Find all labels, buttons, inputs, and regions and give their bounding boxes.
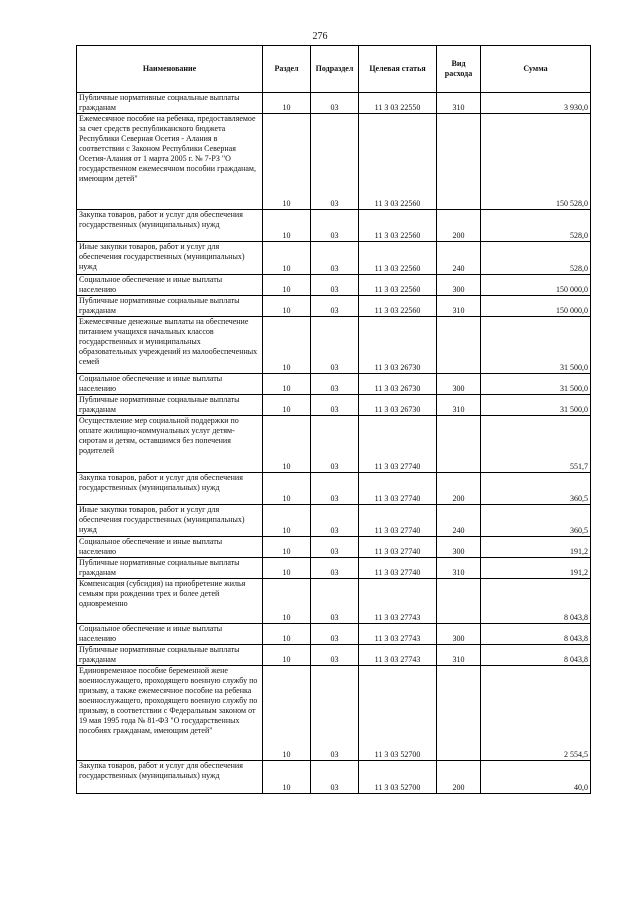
- column-header-name: Наименование: [77, 46, 263, 93]
- cell-sum: 31 500,0: [481, 374, 591, 395]
- cell-name: Публичные нормативные социальные выплаты гражданам: [77, 93, 263, 114]
- cell-sum: 150 528,0: [481, 114, 591, 210]
- cell-sum: 31 500,0: [481, 395, 591, 416]
- cell-sum: 551,7: [481, 416, 591, 473]
- cell-target: 11 3 03 22560: [359, 114, 437, 210]
- cell-vid: 310: [437, 395, 481, 416]
- column-header-sum: Сумма: [481, 46, 591, 93]
- cell-name: Социальное обеспечение и иные выплаты населению: [77, 537, 263, 558]
- cell-sum: 150 000,0: [481, 296, 591, 317]
- cell-razdel: 10: [263, 505, 311, 537]
- cell-podrazdel: 03: [311, 505, 359, 537]
- cell-razdel: 10: [263, 558, 311, 579]
- cell-vid: 300: [437, 624, 481, 645]
- cell-vid: 310: [437, 645, 481, 666]
- cell-podrazdel: 03: [311, 395, 359, 416]
- cell-target: 11 3 03 27740: [359, 473, 437, 505]
- cell-razdel: 10: [263, 473, 311, 505]
- cell-podrazdel: 03: [311, 114, 359, 210]
- cell-vid: 240: [437, 505, 481, 537]
- cell-name: Закупка товаров, работ и услуг для обеспечения государственных (муниципальных) нужд: [77, 473, 263, 505]
- cell-sum: 40,0: [481, 761, 591, 794]
- table-row: [77, 537, 591, 558]
- cell-vid: [437, 114, 481, 210]
- cell-sum: 528,0: [481, 210, 591, 242]
- cell-target: 11 3 03 22560: [359, 242, 437, 275]
- cell-name: Публичные нормативные социальные выплаты гражданам: [77, 645, 263, 666]
- cell-sum: 8 043,8: [481, 624, 591, 645]
- cell-podrazdel: 03: [311, 317, 359, 374]
- table-row: [77, 296, 591, 317]
- cell-name: Закупка товаров, работ и услуг для обеспечения государственных (муниципальных) нужд: [77, 761, 263, 794]
- table-row: [77, 275, 591, 296]
- cell-razdel: 10: [263, 537, 311, 558]
- table-row: [77, 93, 591, 114]
- budget-table: [76, 45, 591, 794]
- cell-target: 11 3 03 52700: [359, 666, 437, 761]
- cell-name: Ежемесячное пособие на ребенка, предоставляемое за счет средств республиканского бюджета Республики Северная Осетия - Алания в соответствии с Законом Республики Северная Осетия-Алания от 1 марта 2005 г. № 7-РЗ "О государственном ежемесячном пособии гражданам, имеющим детей": [77, 114, 263, 210]
- cell-razdel: 10: [263, 579, 311, 624]
- cell-name: Публичные нормативные социальные выплаты гражданам: [77, 558, 263, 579]
- cell-vid: 300: [437, 374, 481, 395]
- cell-podrazdel: 03: [311, 374, 359, 395]
- cell-vid: [437, 666, 481, 761]
- cell-name: Социальное обеспечение и иные выплаты населению: [77, 624, 263, 645]
- table-row: [77, 114, 591, 210]
- cell-name: Закупка товаров, работ и услуг для обеспечения государственных (муниципальных) нужд: [77, 210, 263, 242]
- cell-vid: 200: [437, 761, 481, 794]
- column-header-razdel: Раздел: [263, 46, 311, 93]
- cell-sum: 528,0: [481, 242, 591, 275]
- cell-target: 11 3 03 27740: [359, 558, 437, 579]
- cell-razdel: 10: [263, 395, 311, 416]
- cell-podrazdel: 03: [311, 93, 359, 114]
- cell-razdel: 10: [263, 374, 311, 395]
- cell-vid: 310: [437, 558, 481, 579]
- cell-razdel: 10: [263, 317, 311, 374]
- cell-vid: 310: [437, 93, 481, 114]
- cell-target: 11 3 03 22560: [359, 210, 437, 242]
- cell-sum: 8 043,8: [481, 645, 591, 666]
- cell-razdel: 10: [263, 296, 311, 317]
- cell-razdel: 10: [263, 93, 311, 114]
- cell-sum: 3 930,0: [481, 93, 591, 114]
- cell-target: 11 3 03 22550: [359, 93, 437, 114]
- table-row: [77, 317, 591, 374]
- cell-podrazdel: 03: [311, 242, 359, 275]
- cell-sum: 191,2: [481, 558, 591, 579]
- cell-vid: [437, 416, 481, 473]
- cell-podrazdel: 03: [311, 624, 359, 645]
- cell-target: 11 3 03 27740: [359, 505, 437, 537]
- cell-target: 11 3 03 27743: [359, 579, 437, 624]
- cell-target: 11 3 03 22560: [359, 296, 437, 317]
- cell-vid: 300: [437, 275, 481, 296]
- table-row: [77, 374, 591, 395]
- cell-podrazdel: 03: [311, 473, 359, 505]
- cell-sum: 360,5: [481, 473, 591, 505]
- cell-podrazdel: 03: [311, 275, 359, 296]
- cell-razdel: 10: [263, 242, 311, 275]
- cell-vid: 240: [437, 242, 481, 275]
- cell-razdel: 10: [263, 275, 311, 296]
- table-row: [77, 395, 591, 416]
- cell-razdel: 10: [263, 645, 311, 666]
- table-row: [77, 210, 591, 242]
- cell-sum: 191,2: [481, 537, 591, 558]
- cell-target: 11 3 03 27743: [359, 624, 437, 645]
- cell-razdel: 10: [263, 666, 311, 761]
- cell-name: Публичные нормативные социальные выплаты гражданам: [77, 296, 263, 317]
- column-header-target: Целевая статья: [359, 46, 437, 93]
- table-row: [77, 473, 591, 505]
- cell-podrazdel: 03: [311, 210, 359, 242]
- cell-podrazdel: 03: [311, 416, 359, 473]
- cell-vid: 300: [437, 537, 481, 558]
- table-row: [77, 761, 591, 794]
- cell-name: Осуществление мер социальной поддержки по оплате жилищно-коммунальных услуг детям-сиротам и детям, оставшимся без попечения родителей: [77, 416, 263, 473]
- cell-sum: 31 500,0: [481, 317, 591, 374]
- cell-target: 11 3 03 27743: [359, 645, 437, 666]
- cell-target: 11 3 03 22560: [359, 275, 437, 296]
- cell-podrazdel: 03: [311, 761, 359, 794]
- page-number: 276: [312, 31, 328, 42]
- cell-vid: [437, 579, 481, 624]
- cell-target: 11 3 03 26730: [359, 374, 437, 395]
- cell-vid: [437, 317, 481, 374]
- cell-name: Ежемесячные денежные выплаты на обеспечение питанием учащихся начальных классов государственных и муниципальных образовательных учреждений из малообеспеченных семей: [77, 317, 263, 374]
- table-row: [77, 624, 591, 645]
- cell-name: Социальное обеспечение и иные выплаты населению: [77, 374, 263, 395]
- table-row: [77, 579, 591, 624]
- cell-name: Компенсация (субсидия) на приобретение жилья семьям при рождении трех и более детей одновременно: [77, 579, 263, 624]
- column-header-vid: Вид расхода: [437, 46, 481, 93]
- cell-name: Социальное обеспечение и иные выплаты населению: [77, 275, 263, 296]
- cell-vid: 200: [437, 473, 481, 505]
- table-row: [77, 416, 591, 473]
- cell-name: Иные закупки товаров, работ и услуг для обеспечения государственных (муниципальных) нужд: [77, 505, 263, 537]
- cell-target: 11 3 03 27740: [359, 537, 437, 558]
- cell-target: 11 3 03 26730: [359, 317, 437, 374]
- cell-vid: 200: [437, 210, 481, 242]
- cell-podrazdel: 03: [311, 558, 359, 579]
- table-row: [77, 558, 591, 579]
- column-header-podrazdel: Подраздел: [311, 46, 359, 93]
- cell-vid: 310: [437, 296, 481, 317]
- table-row: [77, 666, 591, 761]
- table-row: [77, 242, 591, 275]
- cell-sum: 2 554,5: [481, 666, 591, 761]
- table-row: [77, 645, 591, 666]
- cell-razdel: 10: [263, 416, 311, 473]
- cell-razdel: 10: [263, 210, 311, 242]
- cell-name: Публичные нормативные социальные выплаты гражданам: [77, 395, 263, 416]
- table-header-row: [77, 46, 591, 93]
- cell-podrazdel: 03: [311, 645, 359, 666]
- cell-razdel: 10: [263, 624, 311, 645]
- cell-podrazdel: 03: [311, 579, 359, 624]
- cell-name: Иные закупки товаров, работ и услуг для обеспечения государственных (муниципальных) нужд: [77, 242, 263, 275]
- cell-razdel: 10: [263, 761, 311, 794]
- table-row: [77, 505, 591, 537]
- cell-sum: 8 043,8: [481, 579, 591, 624]
- cell-sum: 150 000,0: [481, 275, 591, 296]
- cell-name: Единовременное пособие беременной жене военнослужащего, проходящего военную службу по призыву, а также ежемесячное пособие на ребенка военнослужащего, проходящего военную службу по призыву, в соответствии с Федеральным законом от 19 мая 1995 года № 81-ФЗ "О государственных пособиях гражданам, имеющим детей": [77, 666, 263, 761]
- cell-podrazdel: 03: [311, 296, 359, 317]
- cell-target: 11 3 03 52700: [359, 761, 437, 794]
- cell-podrazdel: 03: [311, 537, 359, 558]
- cell-razdel: 10: [263, 114, 311, 210]
- cell-podrazdel: 03: [311, 666, 359, 761]
- cell-sum: 360,5: [481, 505, 591, 537]
- cell-target: 11 3 03 27740: [359, 416, 437, 473]
- cell-target: 11 3 03 26730: [359, 395, 437, 416]
